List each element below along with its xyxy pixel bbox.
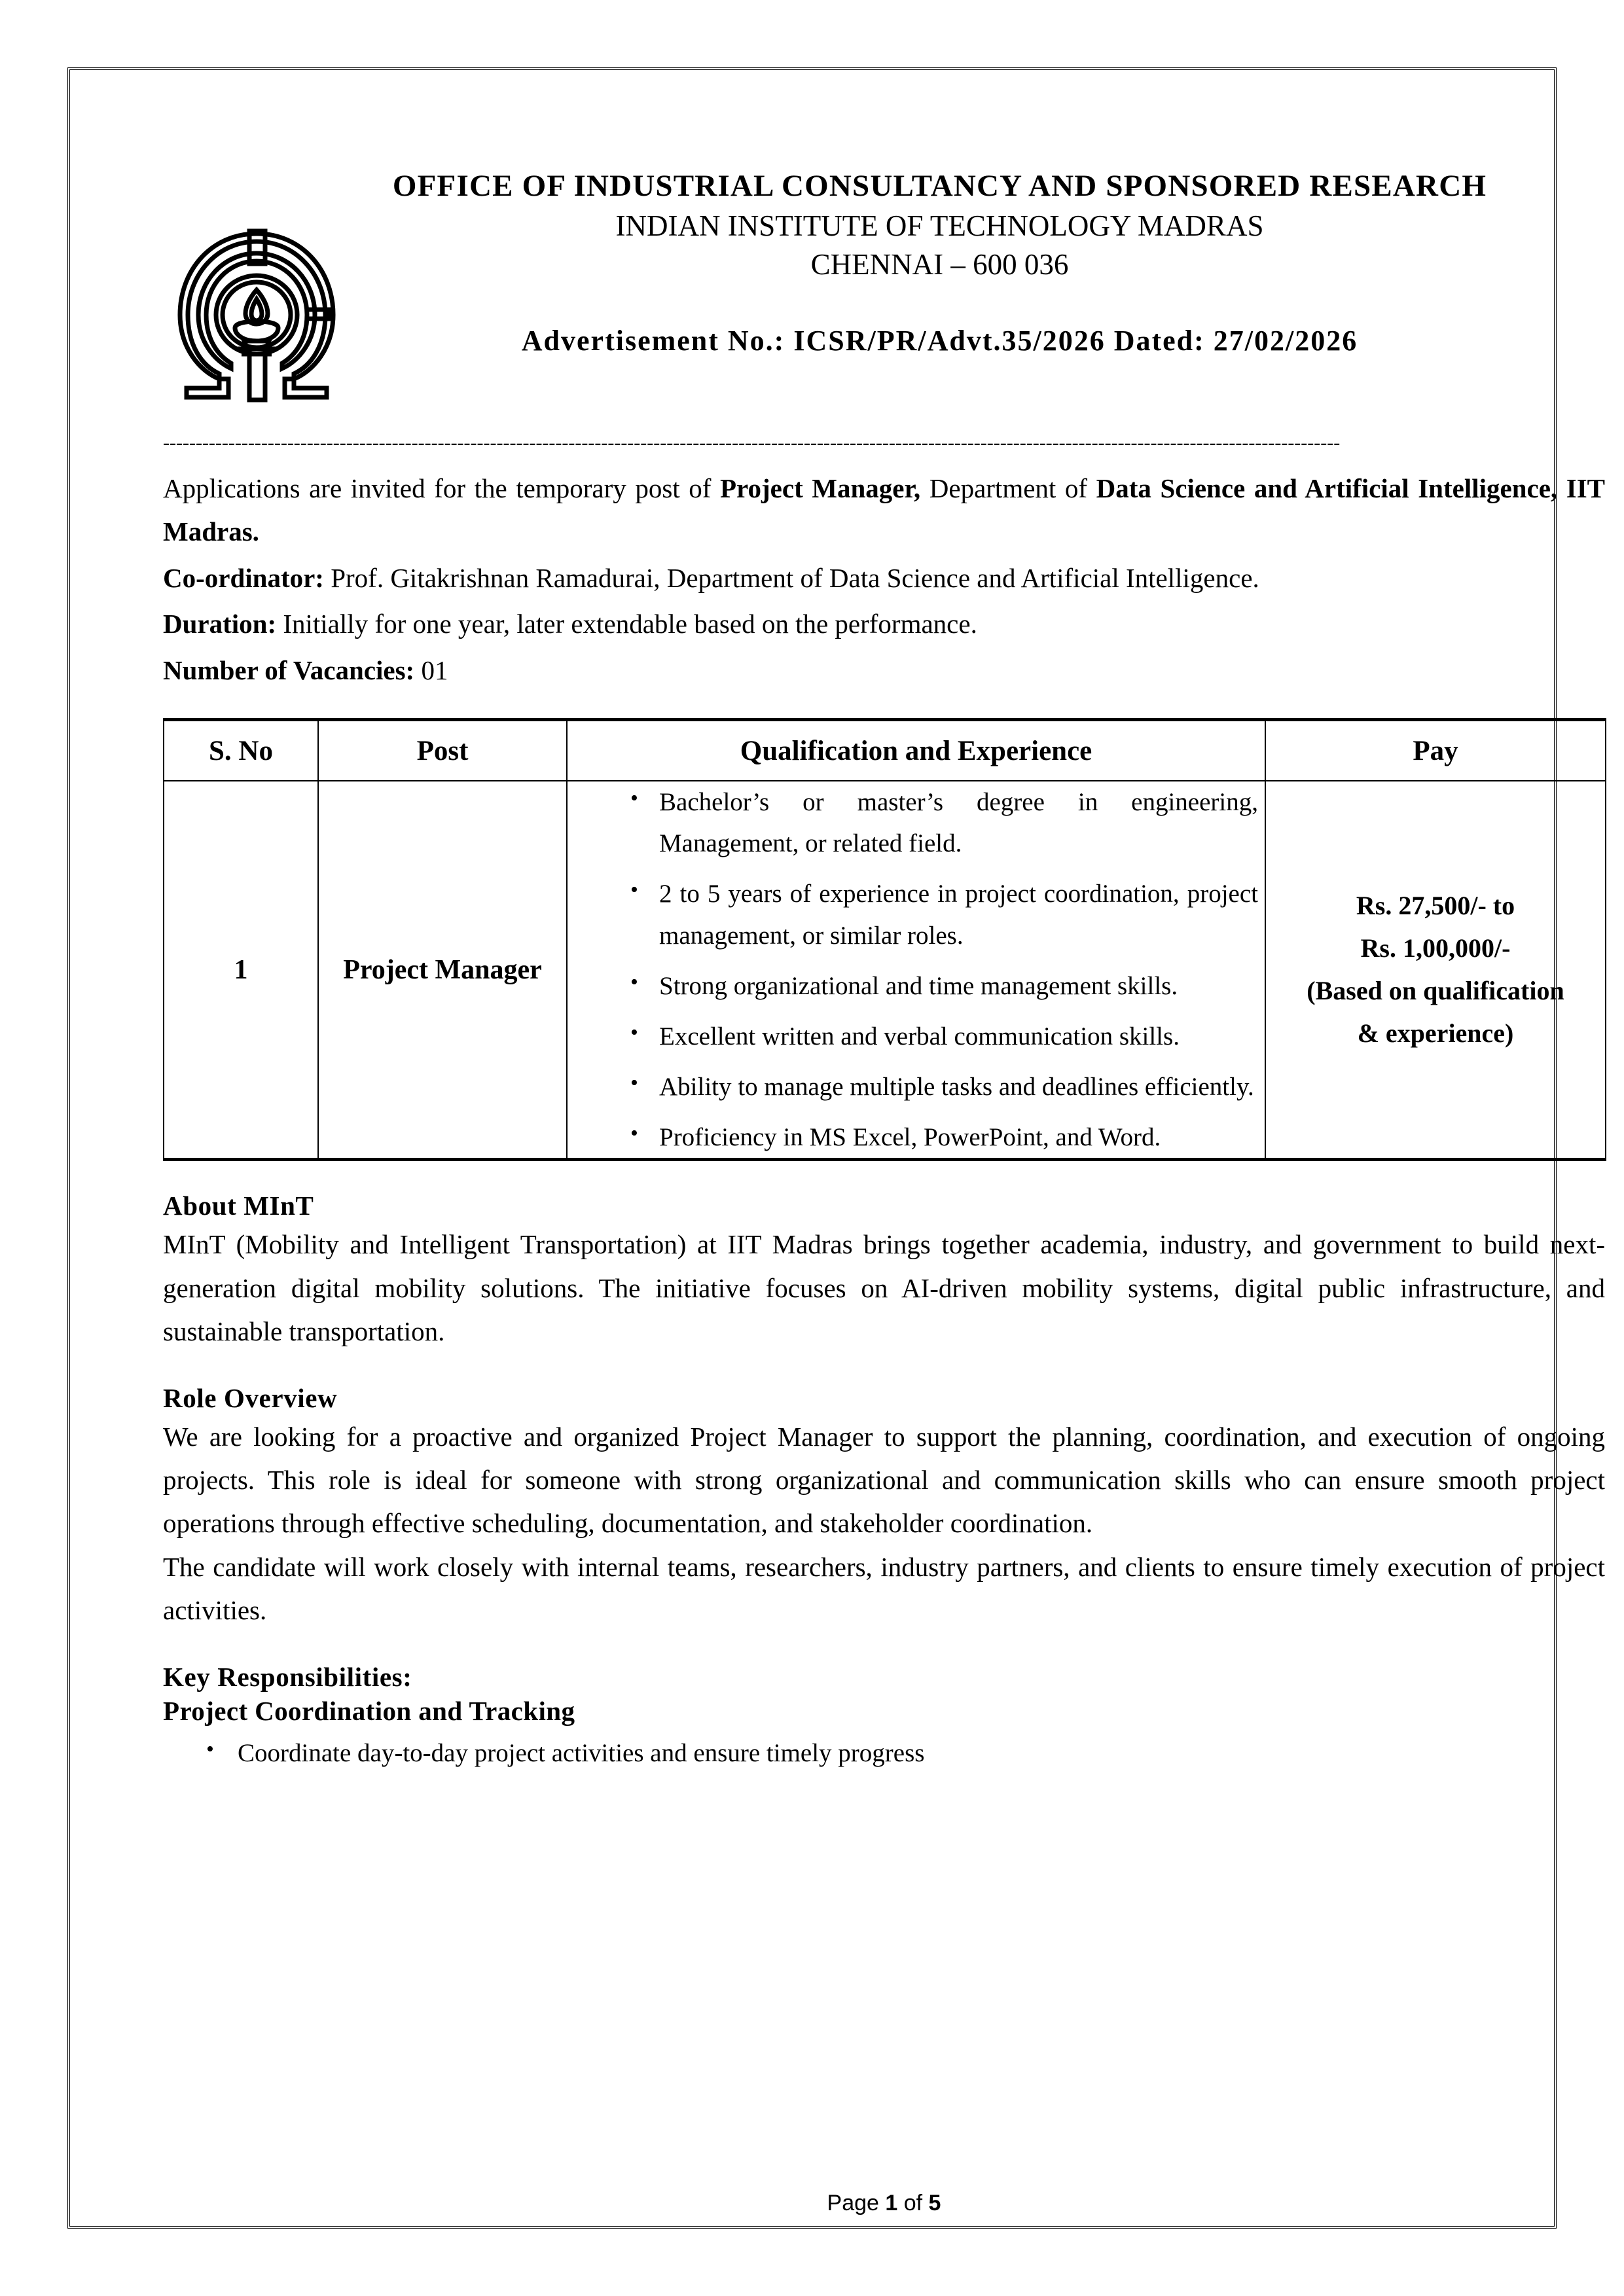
paragraph: MInT (Mobility and Intelligent Transportation) at IIT Madras brings together academia, industry, and government to build next-generation digital mobility solutions. The initiative focuses on AI-driven mobility systems, digital public infrastructure, and sustainable transportation. [163, 1229, 1605, 1347]
responsibilities-list [163, 1733, 1605, 1774]
section-about-mint [163, 1190, 1605, 1353]
duration-label: Duration: [163, 609, 277, 639]
vacancies-line [163, 649, 1605, 692]
paragraph: We are looking for a proactive and organized Project Manager to support the planning, coordination, and execution of ongoing projects. This role is ideal for someone with strong organizational and communication skills who can ensure smooth project operations through effective scheduling, documentation, and stakeholder coordination. [163, 1421, 1605, 1539]
coordinator-line [163, 556, 1605, 600]
pay-line: Rs. 27,500/- to [1356, 891, 1515, 921]
header-title-institute: INDIAN INSTITUTE OF TECHNOLOGY MADRAS [615, 209, 1264, 243]
pay-line: & experience) [1357, 1018, 1514, 1048]
header-divider: ------------------------------------------------------------------------------------------------------------------------------------------------------------------------------------ [163, 434, 1341, 454]
coordinator-value: Prof. Gitakrishnan Ramadurai, Department of Data Science and Artificial Intelligence. [323, 562, 1259, 593]
section-body [163, 1415, 1605, 1632]
intro-text-mid: Department of [920, 473, 1096, 503]
list-item: • Excellent written and verbal communication skills. [630, 1016, 1265, 1057]
iit-madras-emblem-icon [168, 219, 345, 403]
section-role-overview [163, 1382, 1605, 1632]
intro-post-name: Project Manager, [720, 473, 921, 503]
page-border [67, 67, 1606, 2229]
header-title-city: CHENNAI – 600 036 [810, 247, 1069, 281]
vacancies-label: Number of Vacancies: [163, 655, 415, 685]
intro-department-name: Data Science and Artificial Intelligence, IIT Madras. [163, 473, 1606, 547]
footer-current-page: 1 [885, 2191, 898, 2215]
table-header-row [164, 720, 1606, 781]
cell-sno: 1 [164, 781, 318, 1160]
footer-total-pages: 5 [928, 2191, 941, 2215]
pay-line: Rs. 1,00,000/- [1360, 933, 1511, 963]
cell-post: Project Manager [318, 781, 567, 1160]
qualification-list [568, 781, 1265, 1158]
duration-line [163, 602, 1605, 645]
vacancies-value: 01 [414, 655, 448, 685]
pay-line: (Based on qualification [1307, 975, 1564, 1005]
cell-pay [1265, 781, 1606, 1160]
advertisement-number-line: Advertisement No.: ICSR/PR/Advt.35/2026 Dated: 27/02/2026 [521, 325, 1358, 357]
list-item: • Bachelor’s or master’s degree in engineering, Management, or related field. [630, 781, 1265, 864]
responsibilities-heading: Key Responsibilities: [163, 1661, 412, 1692]
page-footer [163, 2191, 1605, 2216]
section-key-responsibilities [163, 1661, 1605, 1774]
section-heading: About MInT [163, 1191, 314, 1221]
list-item: • Coordinate day-to-day project activities and ensure timely progress [206, 1733, 1605, 1774]
section-body [163, 1223, 1605, 1353]
vacancy-table [163, 718, 1606, 1161]
footer-prefix: Page [827, 2191, 886, 2215]
intro-text-lead: Applications are invited for the temporary post of [163, 473, 721, 503]
responsibilities-subheading: Project Coordination and Tracking [163, 1695, 575, 1726]
table-row [164, 781, 1606, 1160]
header-title-office: OFFICE OF INDUSTRIAL CONSULTANCY AND SPONSORED RESEARCH [392, 169, 1487, 203]
list-item: • Strong organizational and time management skills. [630, 965, 1265, 1007]
section-heading: Role Overview [163, 1382, 338, 1413]
footer-middle: of [897, 2191, 929, 2215]
intro-paragraph [163, 467, 1605, 554]
column-header-sno: S. No [164, 720, 318, 781]
duration-value: Initially for one year, later extendable based on the performance. [276, 609, 977, 639]
column-header-qualification: Qualification and Experience [567, 720, 1265, 781]
cell-qualification [567, 781, 1265, 1160]
list-item: • 2 to 5 years of experience in project coordination, project management, or similar roles. [630, 873, 1265, 956]
paragraph: The candidate will work closely with internal teams, researchers, industry partners, and clients to ensure timely execution of project activities. [163, 1551, 1605, 1626]
page-content [163, 168, 1605, 2269]
column-header-post: Post [318, 720, 567, 781]
list-item: • Proficiency in MS Excel, PowerPoint, and Word. [630, 1117, 1265, 1158]
coordinator-label: Co-ordinator: [163, 562, 324, 593]
column-header-pay: Pay [1265, 720, 1606, 781]
list-item: • Ability to manage multiple tasks and deadlines efficiently. [630, 1066, 1265, 1107]
document-header [163, 168, 1605, 430]
